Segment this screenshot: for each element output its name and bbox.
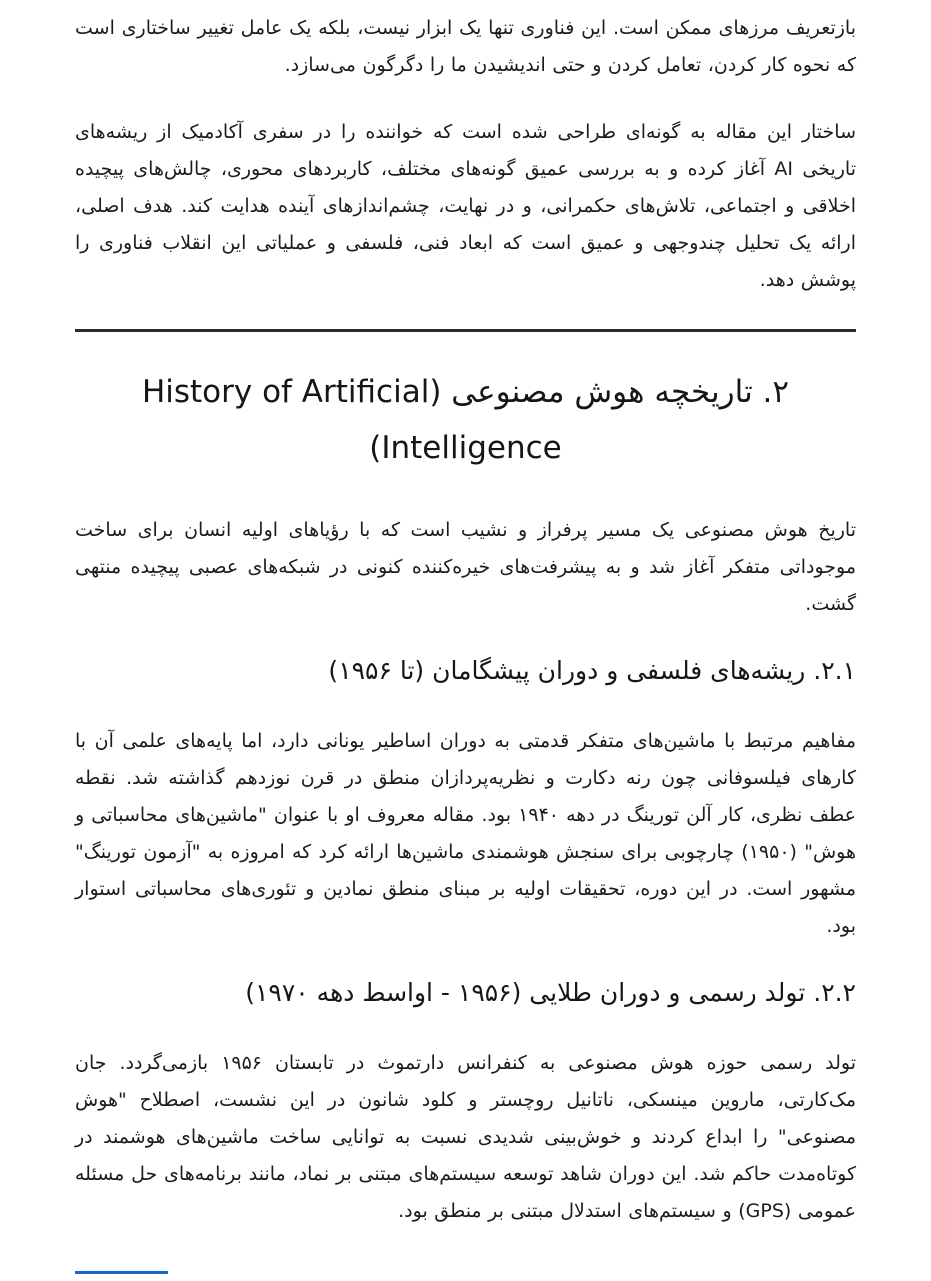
subsection-2-1-paragraph: مفاهیم مرتبط با ماشین‌های متفکر قدمتی به دوران اساطیر یونانی دارد، اما پایه‌های علمی آن با کارهای فیلسوفانی چون رنه دکارت و نظریه‌پردازان منطق در قرن نوزدهم گذاشته شد. نقطه عطف نظری، کار آلن تورینگ در دهه ۱۹۴۰ بود. مقاله معروف او با عنوان "ماشین‌های محاسباتی و هوش" (۱۹۵۰) چارچوبی برای سنجش هوشمندی ماشین‌ها ارائه کرد که امروزه به "آزمون تورینگ" مشهور است. در این دوره، تحقیقات اولیه بر مبنای منطق نمادین و تئوری‌های محاسباتی استوار بود. bbox=[75, 730, 856, 937]
intro-paragraph-2: ساختار این مقاله به گونه‌ای طراحی شده است که خواننده را در سفری آکادمیک از ریشه‌های تاریخی AI آغاز کرده و به بررسی عمیق گونه‌های مختلف، کاربردهای محوری، چالش‌های پیچیده اخلاقی و اجتماعی، تلاش‌های حکمرانی، و در نهایت، چشم‌اندازهای آینده هدایت کند. هدف اصلی، ارائه یک تحلیل چندوجهی و عمیق است که ابعاد فنی، فلسفی و عملیاتی این انقلاب فناوری را پوشش دهد. bbox=[75, 121, 856, 291]
section-intro-paragraph: تاریخ هوش مصنوعی یک مسیر پرفراز و نشیب است که با رؤیاهای اولیه انسان برای ساخت موجوداتی متفکر آغاز شد و به پیشرفت‌های خیره‌کننده کنونی در شبکه‌های عصبی پیچیده منتهی گشت. bbox=[75, 519, 856, 615]
intro-paragraph-1: بازتعریف مرزهای ممکن است. این فناوری تنها یک ابزار نیست، بلکه یک عامل تغییر ساختاری است که نحوه کار کردن، تعامل کردن و حتی اندیشیدن ما را دگرگون می‌سازد. bbox=[75, 17, 856, 76]
subsection-title-2-2: ۲.۲. تولد رسمی و دوران طلایی (۱۹۵۶ - اواسط دهه ۱۹۷۰) bbox=[245, 978, 856, 1007]
section-title-history-of-ai: ۲. تاریخچه هوش مصنوعی (History of Artificial Intelligence) bbox=[141, 374, 790, 466]
truncated-link-fragment[interactable] bbox=[75, 1271, 168, 1274]
subsection-title-2-1: ۲.۱. ریشه‌های فلسفی و دوران پیشگامان (تا ۱۹۵۶) bbox=[328, 656, 856, 685]
subsection-2-2-paragraph: تولد رسمی حوزه هوش مصنوعی به کنفرانس دارتموث در تابستان ۱۹۵۶ بازمی‌گردد. جان مک‌کارتی، ماروین مینسکی، ناتانیل روچستر و کلود شانون در این نشست، اصطلاح "هوش مصنوعی" را ابداع کردند و خوش‌بینی شدیدی نسبت به توانایی ساخت ماشین‌های هوشمند در کوتاه‌مدت حاکم شد. این دوران شاهد توسعه سیستم‌های مبتنی بر نماد، مانند برنامه‌های حل مسئله عمومی (GPS) و سیستم‌های استدلال مبتنی بر منطق بود. bbox=[75, 1052, 856, 1222]
section-divider bbox=[75, 329, 856, 332]
